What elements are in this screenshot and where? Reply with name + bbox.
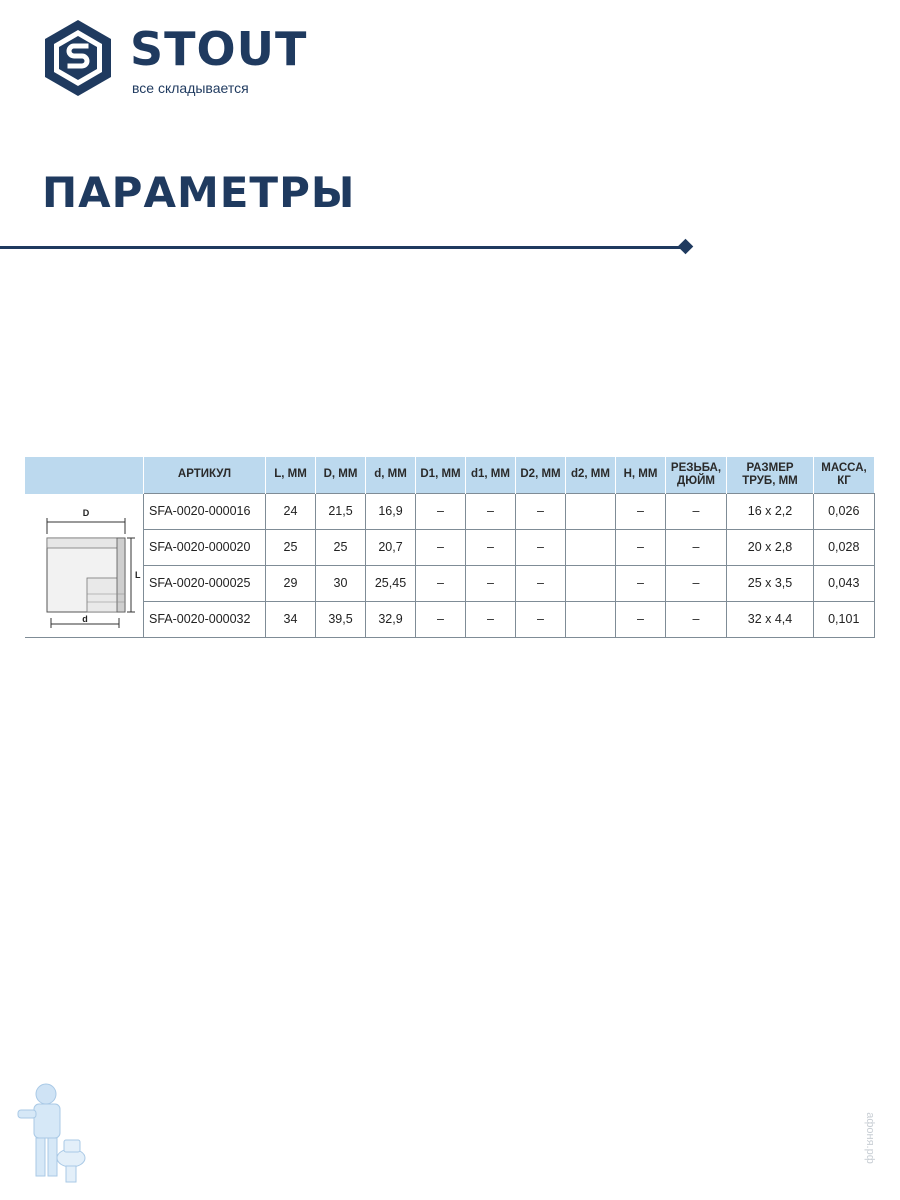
cell-d-outer: 25 (316, 529, 366, 565)
cell-d2-inner (566, 529, 616, 565)
cell-thread: – (666, 529, 727, 565)
label-l: L (135, 569, 141, 580)
cell-d1-outer: – (416, 565, 466, 601)
cell-l: 34 (266, 601, 316, 637)
table-row (25, 529, 874, 565)
diagram-header-cell (25, 457, 144, 494)
header-d-outer: D, ММ (316, 457, 366, 494)
cell-pipe-size: 20 х 2,8 (727, 529, 814, 565)
site-watermark (863, 1090, 896, 1190)
cell-mass: 0,026 (814, 494, 875, 530)
table-row (25, 601, 874, 637)
divider-diamond-icon (678, 239, 694, 255)
cell-l: 29 (266, 565, 316, 601)
cell-d1-inner: – (466, 494, 516, 530)
cell-d-inner: 32,9 (366, 601, 416, 637)
cell-d2-inner (566, 494, 616, 530)
cell-d2-outer: – (516, 565, 566, 601)
cell-d-outer: 30 (316, 565, 366, 601)
cell-d-outer: 21,5 (316, 494, 366, 530)
header-mass: МАССА, КГ (814, 457, 875, 494)
cell-thread: – (666, 565, 727, 601)
stout-hexagon-icon (42, 18, 114, 98)
header-d1-inner: d1, ММ (466, 457, 516, 494)
cell-mass: 0,043 (814, 565, 875, 601)
cell-d1-outer: – (416, 494, 466, 530)
cell-d-inner: 25,45 (366, 565, 416, 601)
cell-h: – (616, 494, 666, 530)
cell-d2-inner (566, 601, 616, 637)
header-d2-inner: d2, ММ (566, 457, 616, 494)
header-d-inner: d, ММ (366, 457, 416, 494)
cell-d1-outer: – (416, 601, 466, 637)
cell-d-inner: 20,7 (366, 529, 416, 565)
cell-mass: 0,101 (814, 601, 875, 637)
cell-pipe-size: 32 х 4,4 (727, 601, 814, 637)
label-d-outer: D (82, 507, 90, 518)
cell-d1-inner: – (466, 565, 516, 601)
cell-d2-outer: – (516, 494, 566, 530)
table-row (25, 565, 874, 601)
header-l: L, ММ (266, 457, 316, 494)
cell-pipe-size: 25 х 3,5 (727, 565, 814, 601)
header-h: H, ММ (616, 457, 666, 494)
cell-article: SFA-0020-000020 (144, 529, 266, 565)
cell-d1-inner: – (466, 601, 516, 637)
brand-tagline: все складывается (132, 80, 249, 96)
brand-name: STOUT (130, 22, 308, 76)
cell-d2-inner (566, 565, 616, 601)
cell-d1-inner: – (466, 529, 516, 565)
cell-article: SFA-0020-000016 (144, 494, 266, 530)
cell-h: – (616, 601, 666, 637)
cell-article: SFA-0020-000025 (144, 565, 266, 601)
header-d1-outer: D1, ММ (416, 457, 466, 494)
cell-d-outer: 39,5 (316, 601, 366, 637)
fitting-dimension-diagram (27, 494, 141, 634)
cell-d1-outer: – (416, 529, 466, 565)
header-thread: РЕЗЬБА, ДЮЙМ (666, 457, 727, 494)
title-divider (0, 246, 688, 249)
cell-h: – (616, 529, 666, 565)
cell-mass: 0,028 (814, 529, 875, 565)
cell-thread: – (666, 494, 727, 530)
fitting-diagram-cell (25, 494, 144, 638)
header-article: АРТИКУЛ (144, 457, 266, 494)
plumber-mascot-icon (8, 1080, 88, 1190)
cell-thread: – (666, 601, 727, 637)
table-row (25, 494, 874, 530)
parameters-table (25, 457, 875, 638)
page-title: ПАРАМЕТРЫ (42, 168, 356, 217)
cell-d2-outer: – (516, 529, 566, 565)
table-header-row (25, 457, 874, 494)
stout-logo (42, 18, 308, 102)
cell-l: 24 (266, 494, 316, 530)
cell-pipe-size: 16 х 2,2 (727, 494, 814, 530)
watermark-text: афоня.рф (863, 1112, 876, 1164)
cell-h: – (616, 565, 666, 601)
header-pipe-size: РАЗМЕР ТРУБ, ММ (727, 457, 814, 494)
cell-d2-outer: – (516, 601, 566, 637)
label-d-inner: d (82, 613, 88, 624)
header-d2-outer: D2, ММ (516, 457, 566, 494)
cell-article: SFA-0020-000032 (144, 601, 266, 637)
cell-d-inner: 16,9 (366, 494, 416, 530)
cell-l: 25 (266, 529, 316, 565)
